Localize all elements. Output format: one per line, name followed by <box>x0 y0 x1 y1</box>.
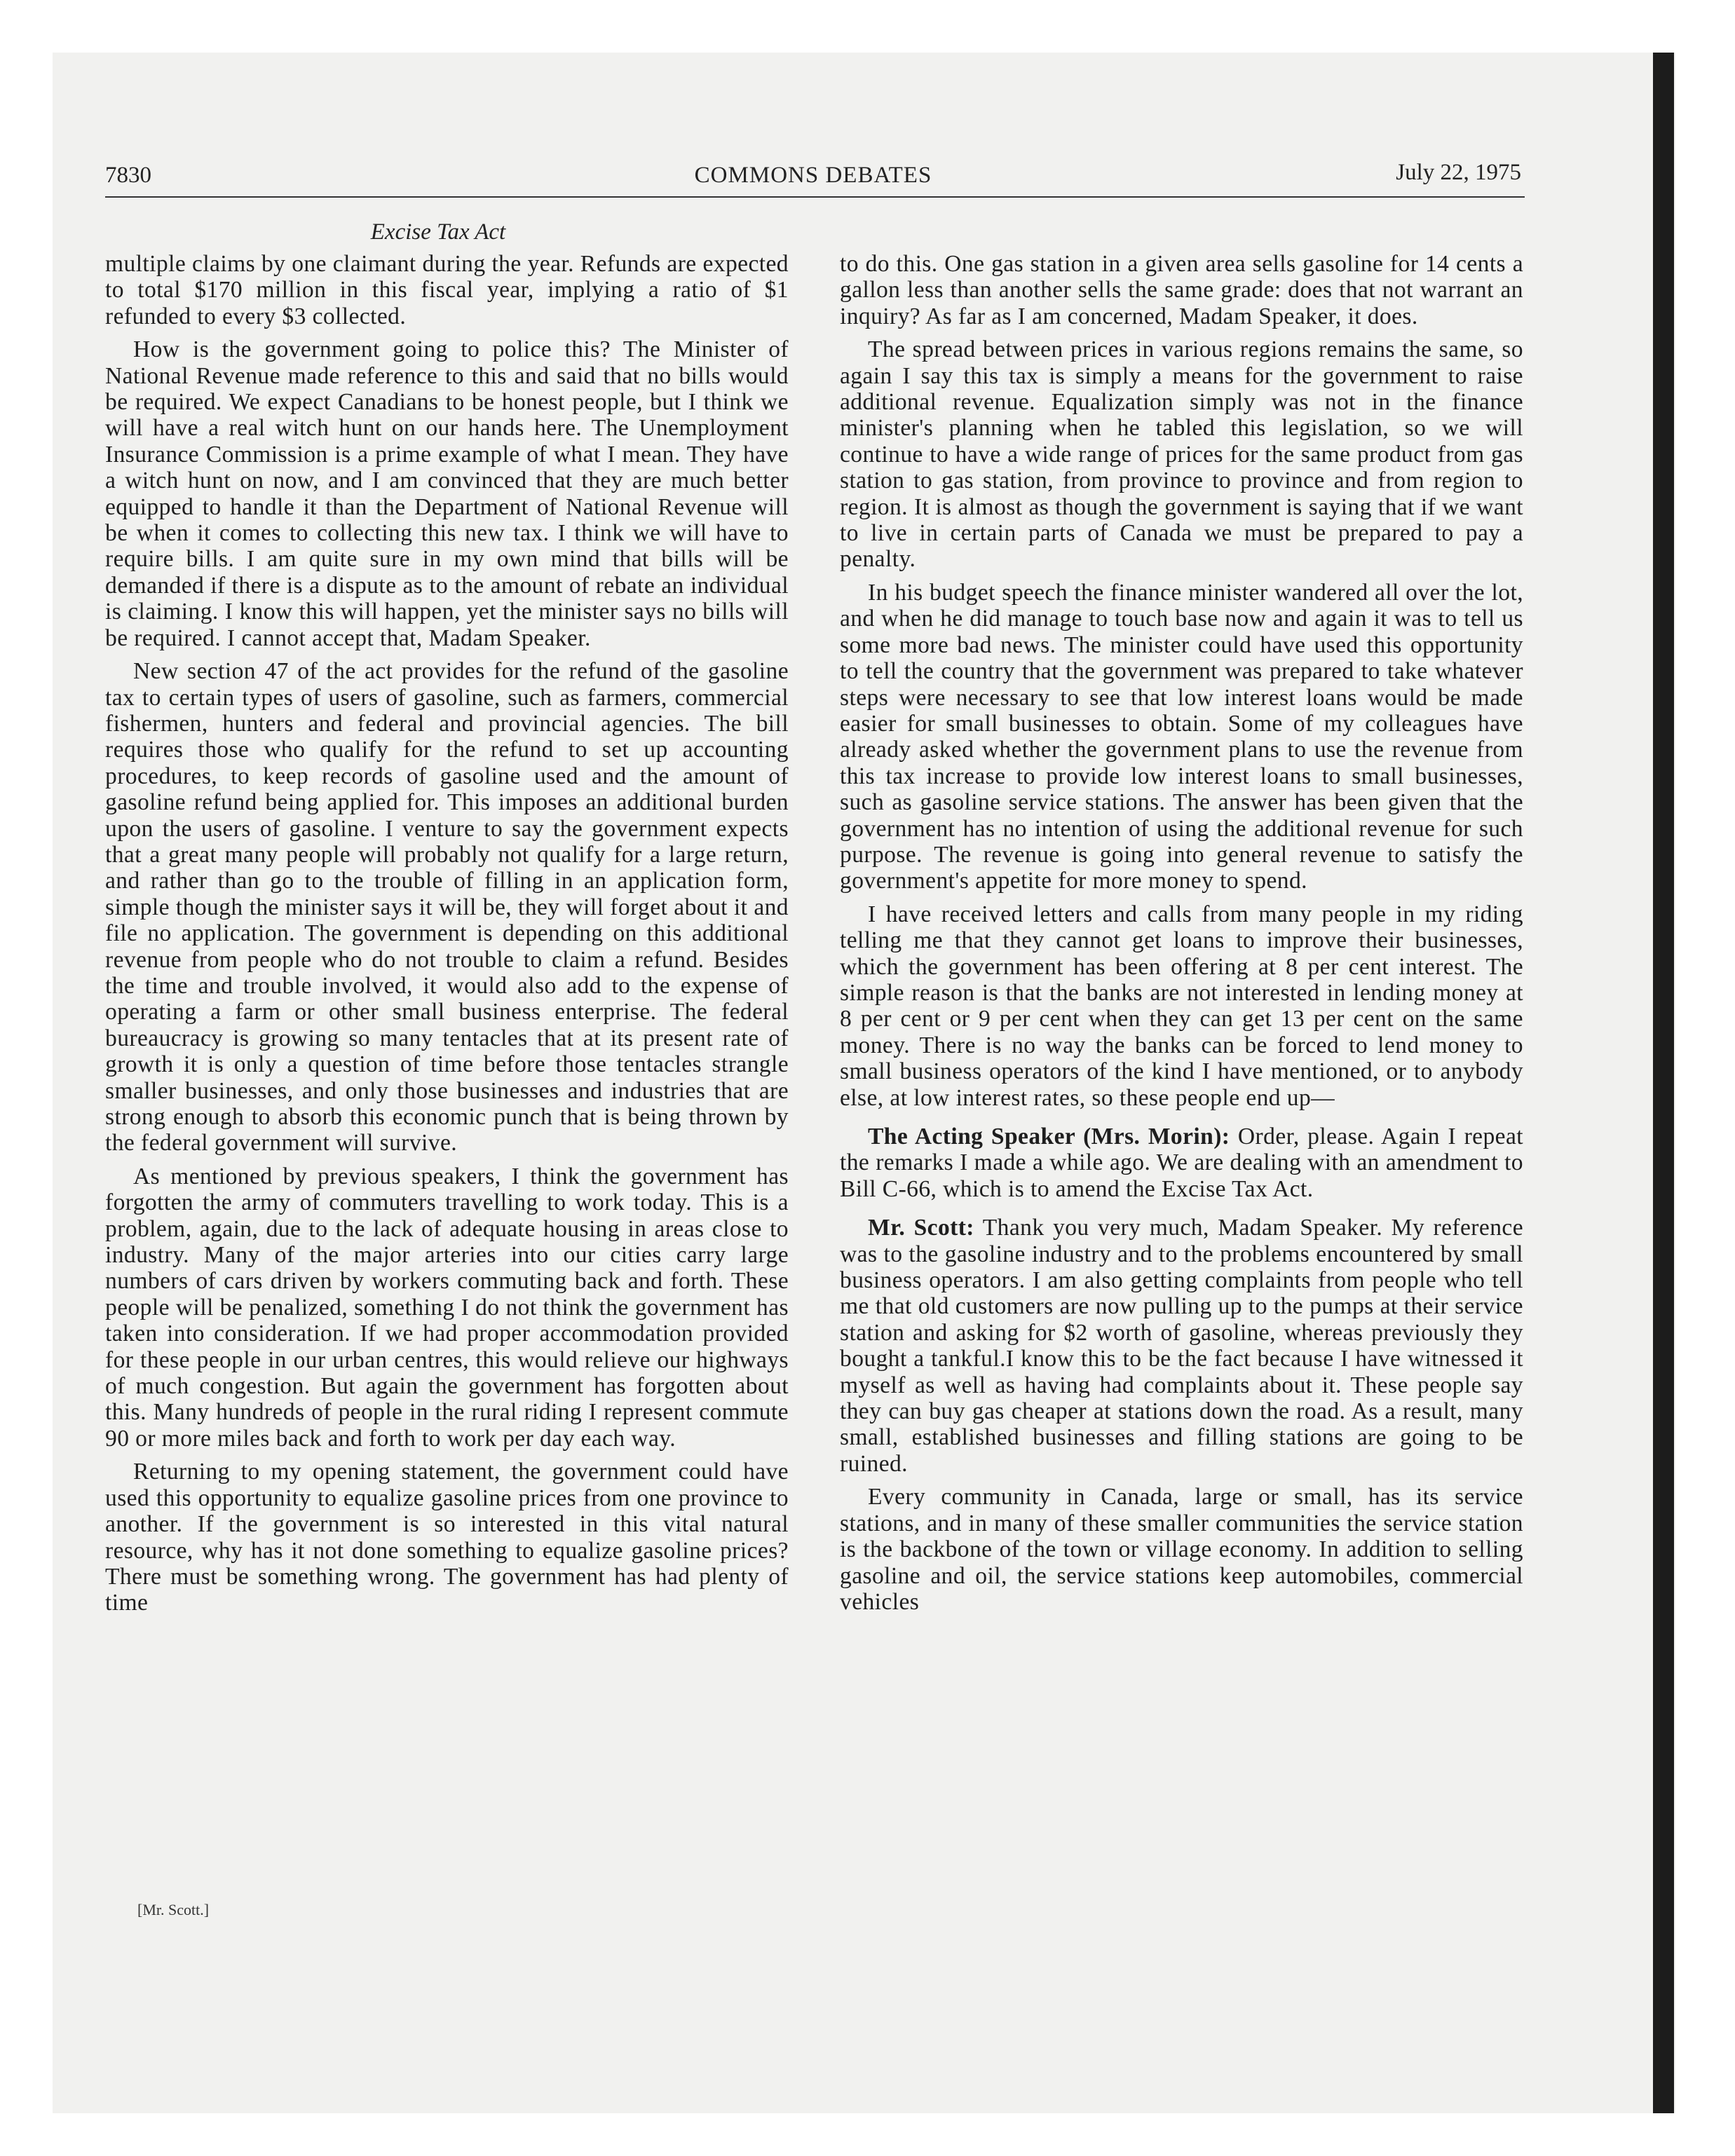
paragraph: In his budget speech the finance minister wandered all over the lot, and when he did manage to touch base now and again it was to tell us some more bad news. The minister could have used this opportunity to tell the country that the government was prepared to take whatever steps were necessary to see that low interest loans would be made easier for small businesses to obtain. Some of my colleagues have already asked whether the government plans to use the revenue from this tax increase to provide low interest loans to small businesses, such as gasoline service stations. The answer has been given that the government has no intention of using the additional revenue for such purpose. The revenue is going into general revenue to satisfy the government's appetite for more money to spend. <box>840 579 1523 894</box>
speaker-footer: [Mr. Scott.] <box>137 1901 210 1918</box>
publication-title: COMMONS DEBATES <box>694 163 932 188</box>
speech-text: Thank you very much, Madam Speaker. My reference was to the gasoline industry and to the problems encountered by small business operators. I am also getting complaints from people who tell me that old customers are now pulling up to the pumps at their service station and asking for $2 worth of gasoline, whereas previously they bought a tankful.I know this to be the fact because I have witnessed it myself as well as having had complaints about it. These people say they can buy gas cheaper at stations down the road. As a result, many small, established businesses and filling stations are going to be ruined. <box>840 1215 1523 1477</box>
page-header <box>105 160 1521 193</box>
speech-mr-scott <box>840 1215 1523 1477</box>
right-column <box>840 251 1523 1622</box>
paragraph: multiple claims by one claimant during the year. Refunds are expected to total $170 million in this fiscal year, implying a ratio of $1 refunded to every $3 collected. <box>105 251 789 329</box>
page-date: July 22, 1975 <box>1396 160 1521 185</box>
header-rule <box>105 196 1525 198</box>
speaker-name: Mr. Scott: <box>868 1215 974 1241</box>
paragraph: I have received letters and calls from many people in my riding telling me that they cannot get loans to improve their businesses, which the government has been offering at 8 per cent interest. The simple reason is that the banks are not interested in lending money at 8 per cent or 9 per cent when they can get 13 per cent on the same money. There is no way the banks can be forced to lend money to small business operators of the kind I have mentioned, or to anybody else, at low interest rates, so these people end up— <box>840 901 1523 1111</box>
left-column <box>105 251 789 1623</box>
paragraph: The spread between prices in various regions remains the same, so again I say this tax is simply a means for the government to raise additional revenue. Equalization simply was not in the finance minister's planning when he tabled this legislation, so we will continue to have a wide range of prices for the same product from gas station to gas station, from province to province and from region to region. It is almost as though the government is saying that if we want to live in certain parts of Canada we must be prepared to pay a penalty. <box>840 336 1523 573</box>
subject-heading: Excise Tax Act <box>370 219 506 245</box>
paragraph: to do this. One gas station in a given area sells gasoline for 14 cents a gallon less than another sells the same grade: does that not warrant an inquiry? As far as I am concerned, Madam Speaker, it does. <box>840 251 1523 329</box>
speech-text: Order, please. Again I repeat the remarks I made a while ago. We are dealing with an amendment to Bill C-66, which is to amend the Excise Tax Act. <box>840 1124 1523 1202</box>
scan-edge-shadow <box>1653 53 1674 2113</box>
paragraph: New section 47 of the act provides for the refund of the gasoline tax to certain types of users of gasoline, such as farmers, commercial fishermen, hunters and federal and provincial agencies. The bill requires those who qualify for the refund to set up accounting procedures, to keep records of gasoline used and the amount of gasoline refund being applied for. This imposes an additional burden upon the users of gasoline. I venture to say the government expects that a great many people will probably not qualify for a large return, and rather than go to the trouble of filling in an application form, simple though the minister says it will be, they will forget about it and file no application. The government is depending on this additional revenue from people who do not trouble to claim a refund. Besides the time and trouble involved, it would also add to the expense of operating a farm or other small business enterprise. The federal bureaucracy is growing so many tentacles that at its present rate of growth it is only a question of time before those tentacles strangle smaller businesses, and only those businesses and industries that are strong enough to absorb this economic punch that is being thrown by the federal government will survive. <box>105 658 789 1157</box>
paragraph: Returning to my opening statement, the government could have used this opportunity to equalize gasoline prices from one province to another. If the government is so interested in this vital natural resource, why has it not done something to equalize gasoline prices? There must be something wrong. The government has had plenty of time <box>105 1459 789 1616</box>
page-number: 7830 <box>105 163 151 188</box>
paragraph: How is the government going to police this? The Minister of National Revenue made reference to this and said that no bills would be required. We expect Canadians to be honest people, but I think we will have a real witch hunt on our hands here. The Unemployment Insurance Commission is a prime example of what I mean. They have a witch hunt on now, and I am convinced that they are much better equipped to handle it than the Department of National Revenue will be when it comes to collecting this new tax. I think we will have to require bills. I am quite sure in my own mind that bills will be demanded if there is a dispute as to the amount of rebate an individual is claiming. I know this will happen, yet the minister says no bills will be required. I cannot accept that, Madam Speaker. <box>105 336 789 651</box>
speaker-name: The Acting Speaker (Mrs. Morin): <box>868 1124 1230 1149</box>
paragraph: Every community in Canada, large or small, has its service stations, and in many of these smaller communities the service station is the backbone of the town or village economy. In addition to selling gasoline and oil, the service stations keep automobiles, commercial vehicles <box>840 1484 1523 1615</box>
paragraph: As mentioned by previous speakers, I think the government has forgotten the army of commuters travelling to work today. This is a problem, again, due to the lack of adequate housing in areas close to industry. Many of the major arteries into our cities carry large numbers of cars driven by workers commuting back and forth. These people will be penalized, something I do not think the government has taken into consideration. If we had proper accommodation provided for these people in our urban centres, this would relieve our highways of much congestion. But again the government has forgotten about this. Many hundreds of people in the rural riding I represent commute 90 or more miles back and forth to work per day each way. <box>105 1163 789 1452</box>
speech-acting-speaker <box>840 1124 1523 1202</box>
